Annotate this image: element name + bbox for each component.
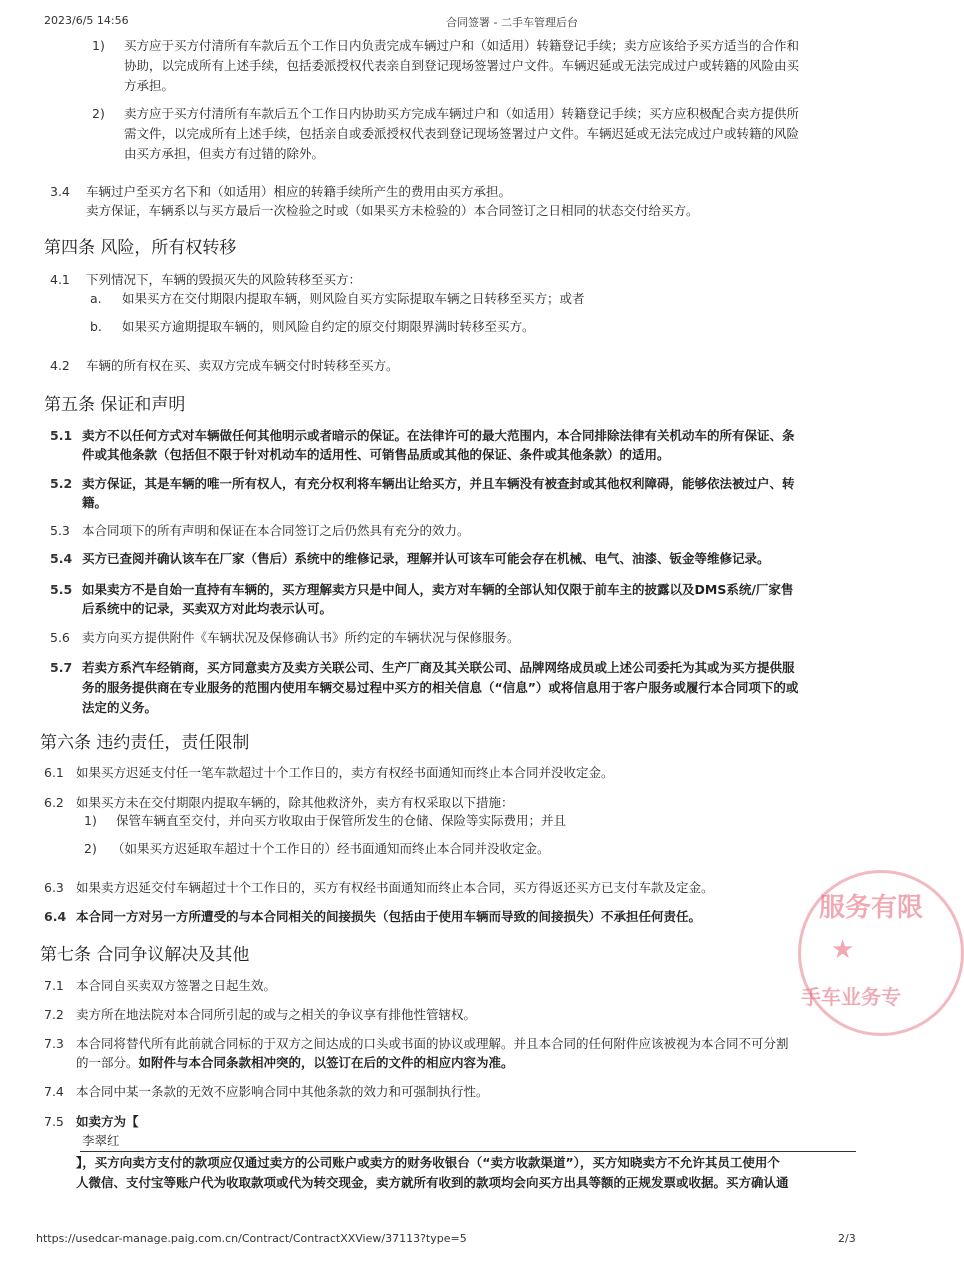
print-datetime: 2023/6/5 14:56 (44, 14, 129, 27)
clause-3-item-2-line-3: 由买方承担，但卖方有过错的除外。 (124, 146, 325, 161)
item-number: 2) (84, 841, 97, 856)
clause-3-item-1-line-1: 买方应于买方付清所有车款后五个工作日内负责完成车辆过户和（如适用）转籍登记手续；卖方应该给予买方适当的合作和 (124, 38, 800, 53)
clause-number: 5.5 (50, 582, 73, 597)
section-4-heading: 第四条 风险，所有权转移 (44, 238, 237, 258)
clause-5-1-line-1: 卖方不以任何方式对车辆做任何其他明示或者暗示的保证。在法律许可的最大范围内，本合同排除法律有关机动车的所有保证、条 (82, 428, 795, 443)
clause-number: 6.3 (44, 880, 64, 895)
clause-number: 5.7 (50, 660, 73, 675)
page-url: https://usedcar-manage.paig.com.cn/Contract/ContractXXView/37113?type=5 (36, 1232, 467, 1245)
clause-7-3-bold-text: 如附件与本合同条款相冲突的，以签订在后的文件的相应内容为准。 (138, 1055, 514, 1070)
clause-5-2-line-1: 卖方保证，其是车辆的唯一所有权人，有充分权利将车辆出让给买方，并且车辆没有被查封或其他权利障碍，能够依法被过户、转 (82, 476, 795, 491)
clause-number: 3.4 (50, 184, 70, 199)
seal-star-icon: ★ (831, 935, 855, 965)
clause-7-5-line-1: 】，买方向卖方支付的款项应仅通过卖方的公司账户或卖方的财务收银台（“卖方收款渠道”），买方知晓卖方不允许其员工使用个 (76, 1155, 780, 1170)
clause-number: 4.2 (50, 358, 70, 373)
clause-number: 6.1 (44, 765, 64, 780)
clause-4-1-b: 如果买方逾期提取车辆的，则风险自约定的原交付期限界满时转移至买方。 (122, 319, 535, 334)
clause-number: 6.2 (44, 795, 64, 810)
company-seal-stamp (798, 870, 964, 1036)
clause-7-5-line-2: 人微信、支付宝等账户代为收取款项或代为转交现金，卖方就所有收到的款项均会向买方出具等额的正规发票或收据。买方确认通 (76, 1175, 789, 1190)
item-number: 1) (84, 813, 97, 828)
page-title: 合同签署 - 二手车管理后台 (446, 16, 578, 29)
item-number: 1) (92, 38, 105, 53)
clause-6-3: 如果卖方迟延交付车辆超过十个工作日的，买方有权经书面通知而终止本合同，买方得返还买方已支付车款及定金。 (76, 880, 714, 895)
clause-6-2-item-1: 保管车辆直至交付，并向买方收取由于保管所发生的仓储、保险等实际费用；并且 (116, 813, 567, 828)
item-number: 2) (92, 106, 105, 121)
clause-number: 5.6 (50, 630, 70, 645)
seal-text: 手车业务专 (801, 985, 901, 1009)
clause-number: 7.4 (44, 1084, 64, 1099)
clause-5-7-line-1: 若卖方系汽车经销商，买方同意卖方及卖方关联公司、生产厂商及其关联公司、品牌网络成员或上述公司委托为其或为买方提供服 (82, 660, 795, 675)
clause-6-2: 如果买方未在交付期限内提取车辆的，除其他救济外，卖方有权采取以下措施： (76, 795, 514, 810)
clause-7-4: 本合同中某一条款的无效不应影响合同中其他条款的效力和可强制执行性。 (76, 1084, 489, 1099)
clause-7-3-line-2 (76, 1053, 514, 1073)
clause-5-3: 本合同项下的所有声明和保证在本合同签订之后仍然具有充分的效力。 (82, 523, 470, 538)
seller-name-underline (80, 1151, 856, 1152)
clause-5-7-line-3: 法定的义务。 (82, 700, 158, 715)
clause-number: 5.1 (50, 428, 73, 443)
clause-5-1-line-2: 件或其他条款（包括但不限于针对机动车的适用性、可销售品质或其他的保证、条件或其他条款）的适用。 (82, 447, 670, 462)
item-number: a. (90, 291, 102, 306)
clause-5-4: 买方已查阅并确认该车在厂家（售后）系统中的维修记录，理解并认可该车可能会存在机械、电气、油漆、钣金等维修记录。 (82, 551, 770, 566)
clause-number: 7.5 (44, 1114, 64, 1129)
seller-name-field: 李翠红 (82, 1133, 120, 1148)
section-7-heading: 第七条 合同争议解决及其他 (40, 945, 250, 965)
clause-3-item-1-line-3: 方承担。 (124, 78, 175, 93)
clause-3-4-line-2: 卖方保证，车辆系以与买方最后一次检验之时或（如果买方未检验的）本合同签订之日相同的状态交付给买方。 (86, 203, 699, 218)
clause-number: 6.4 (44, 909, 67, 924)
clause-5-5-line-2: 后系统中的记录，买卖双方对此均表示认可。 (82, 601, 333, 616)
clause-7-5-label: 如卖方为【 (76, 1114, 139, 1129)
clause-7-2: 卖方所在地法院对本合同所引起的或与之相关的争议享有排他性管辖权。 (76, 1007, 477, 1022)
clause-6-4: 本合同一方对另一方所遭受的与本合同相关的间接损失（包括由于使用车辆而导致的间接损失）不承担任何责任。 (76, 909, 702, 924)
clause-6-2-item-2: （如果买方迟延取车超过十个工作日的）经书面通知而终止本合同并没收定金。 (112, 841, 550, 856)
clause-3-4-line-1: 车辆过户至买方名下和（如适用）相应的转籍手续所产生的费用由买方承担。 (86, 184, 512, 199)
clause-3-item-2-line-2: 需文件，以完成所有上述手续，包括亲自或委派授权代表到登记现场签署过户文件。车辆迟延或无法完成过户或转籍的风险 (124, 126, 800, 141)
clause-number: 7.1 (44, 978, 64, 993)
clause-5-7-line-2: 务的服务提供商在专业服务的范围内使用车辆交易过程中买方的相关信息（“信息”）或将信息用于客户服务或履行本合同项下的或 (82, 680, 799, 695)
clause-4-1: 下列情况下，车辆的毁损灭失的风险转移至买方： (86, 272, 362, 287)
clause-3-item-1-line-2: 协助，以完成所有上述手续，包括委派授权代表亲自到登记现场签署过户文件。车辆迟延或无法完成过户或转籍的风险由买 (124, 58, 800, 73)
clause-number: 5.4 (50, 551, 73, 566)
section-6-heading: 第六条 违约责任，责任限制 (40, 733, 250, 753)
clause-5-2-line-2: 籍。 (82, 495, 108, 510)
clause-7-3-line-1: 本合同将替代所有此前就合同标的于双方之间达成的口头或书面的协议或理解。并且本合同的任何附件应该被视为本合同不可分割 (76, 1036, 789, 1051)
clause-number: 7.2 (44, 1007, 64, 1022)
clause-5-6: 卖方向买方提供附件《车辆状况及保修确认书》所约定的车辆状况与保修服务。 (82, 630, 520, 645)
seal-text: 服务有限 (819, 893, 924, 923)
clause-3-item-2-line-1: 卖方应于买方付清所有车款后五个工作日内协助买方完成车辆过户和（如适用）转籍登记手续；买方应积极配合卖方提供所 (124, 106, 800, 121)
clause-4-2: 车辆的所有权在买、卖双方完成车辆交付时转移至买方。 (86, 358, 399, 373)
clause-number: 4.1 (50, 272, 70, 287)
clause-6-1: 如果买方迟延支付任一笔车款超过十个工作日的，卖方有权经书面通知而终止本合同并没收定金。 (76, 765, 614, 780)
item-number: b. (90, 319, 102, 334)
clause-7-1: 本合同自买卖双方签署之日起生效。 (76, 978, 277, 993)
clause-4-1-a: 如果买方在交付期限内提取车辆，则风险自买方实际提取车辆之日转移至买方；或者 (122, 291, 585, 306)
clause-number: 5.2 (50, 476, 73, 491)
clause-number: 5.3 (50, 523, 70, 538)
clause-5-5-line-1: 如果卖方不是自始一直持有车辆的，买方理解卖方只是中间人，卖方对车辆的全部认知仅限于前车主的披露以及DMS系统/厂家售 (82, 582, 794, 597)
clause-7-3-text: 的一部分。 (76, 1055, 139, 1070)
section-5-heading: 第五条 保证和声明 (44, 395, 186, 415)
clause-number: 7.3 (44, 1036, 64, 1051)
page-number: 2/3 (838, 1232, 856, 1245)
